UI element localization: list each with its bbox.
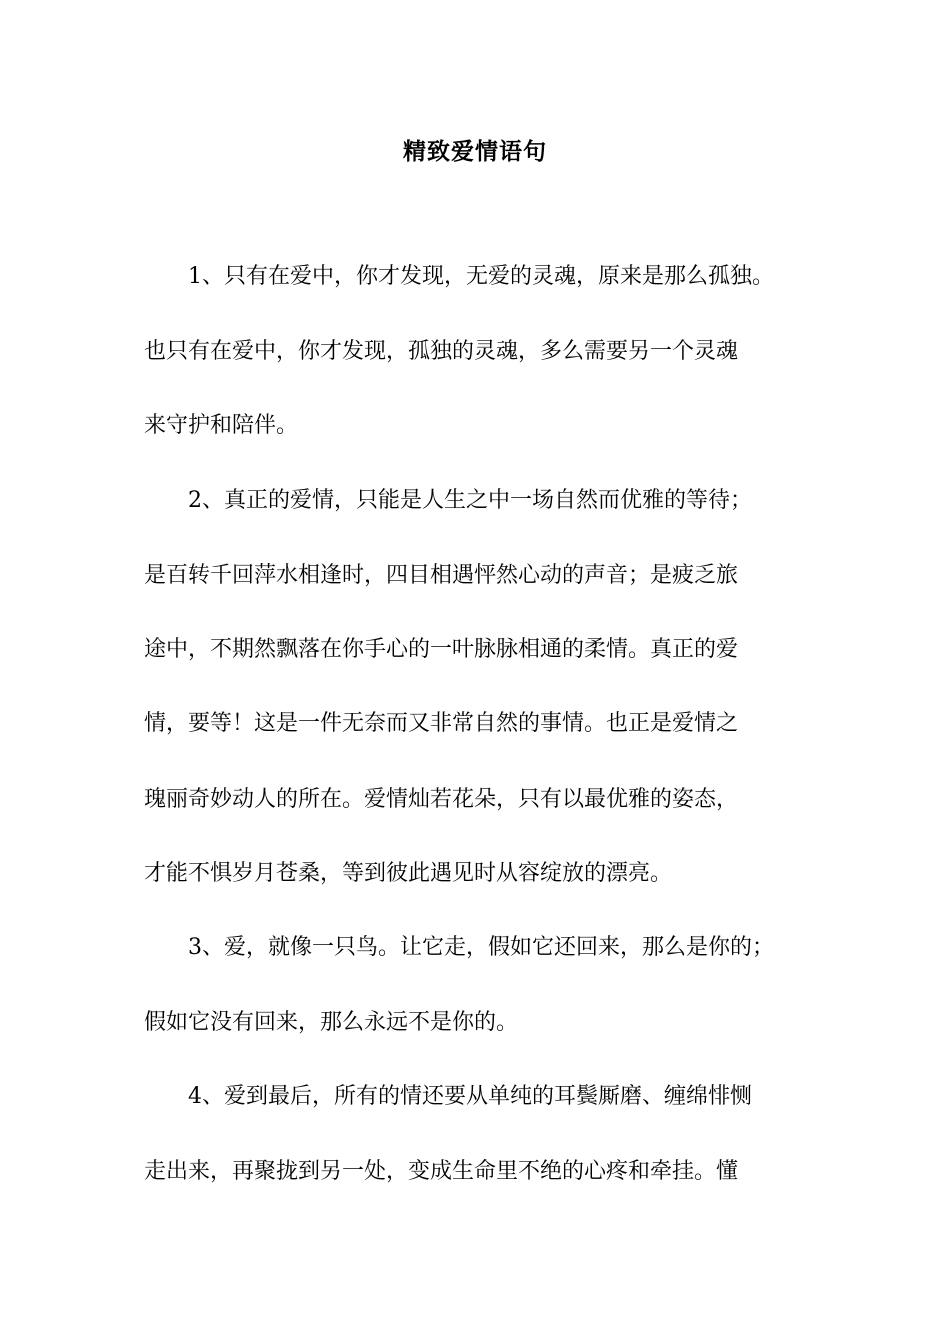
paragraph-3-line-2: 假如它没有回来，那么永远不是你的。 [144, 1010, 519, 1035]
paragraph-2-line-1: 2、真正的爱情，只能是人生之中一场自然而优雅的等待； [188, 488, 752, 513]
document-title: 精致爱情语句 [403, 138, 547, 165]
paragraph-1-line-2: 也只有在爱中，你才发现，孤独的灵魂，多么需要另一个灵魂 [144, 339, 739, 364]
paragraph-2-line-5: 瑰丽奇妙动人的所在。爱情灿若花朵，只有以最优雅的姿态， [144, 787, 739, 812]
paragraph-2-line-3: 途中，不期然飘落在你手心的一叶脉脉相通的柔情。真正的爱 [144, 637, 739, 662]
paragraph-2-line-2: 是百转千回萍水相逢时，四目相遇怦然心动的声音；是疲乏旅 [144, 563, 739, 588]
paragraph-1-line-3: 来守护和陪伴。 [144, 413, 299, 438]
paragraph-4-line-2: 走出来，再聚拢到另一处，变成生命里不绝的心疼和牵挂。懂 [144, 1159, 739, 1184]
paragraph-4-line-1: 4、爱到最后，所有的情还要从单纯的耳鬓厮磨、缠绵悱恻 [188, 1084, 752, 1109]
paragraph-2-line-4: 情，要等！这是一件无奈而又非常自然的事情。也正是爱情之 [144, 711, 739, 736]
paragraph-1-line-1: 1、只有在爱中，你才发现，无爱的灵魂，原来是那么孤独。 [188, 264, 774, 289]
paragraph-3-line-1: 3、爱，就像一只鸟。让它走，假如它还回来，那么是你的； [188, 935, 774, 960]
paragraph-2-line-6: 才能不惧岁月苍桑，等到彼此遇见时从容绽放的漂亮。 [144, 861, 673, 886]
